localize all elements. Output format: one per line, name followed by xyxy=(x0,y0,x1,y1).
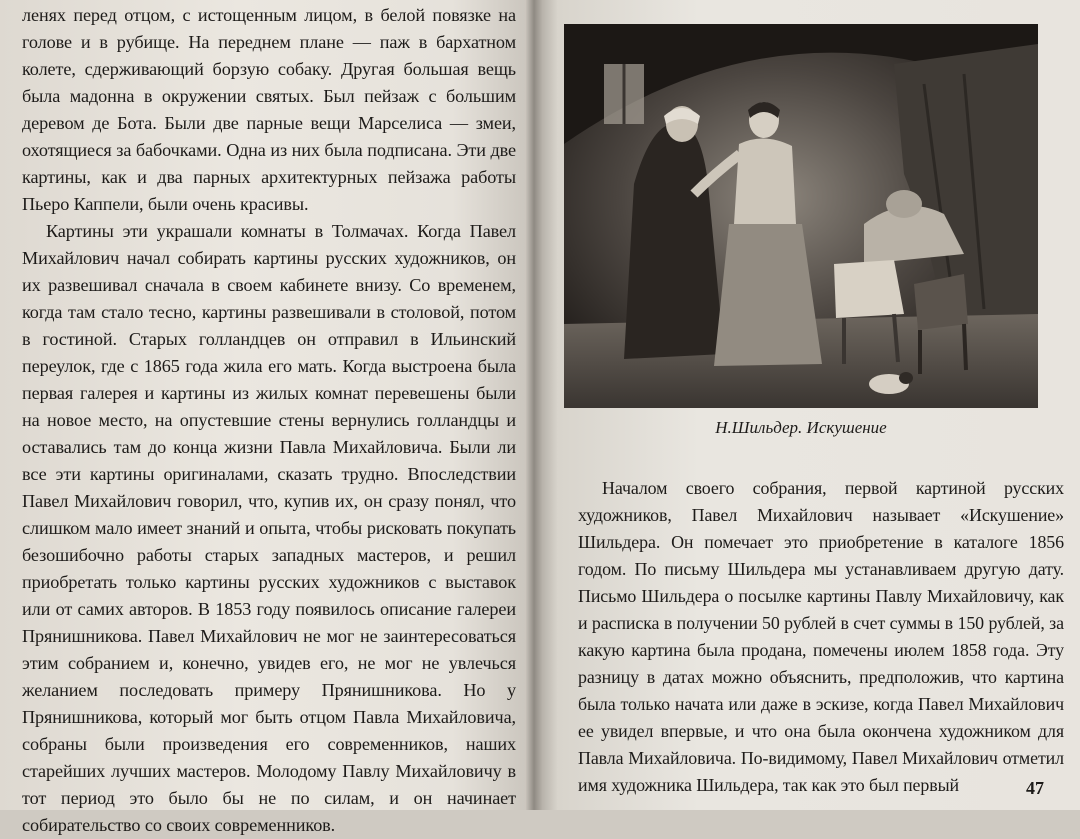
right-paragraph: Началом своего собрания, первой картиной русских художников, Павел Михайлович называет «Искушение» Шильдера. Он помечает это приобретение в каталоге 1856 годом. По письму Шильдера мы устанавливаем другую дату. Письмо Шильдера о посылке картины Павлу Михайловичу, как и расписка в получении 50 рублей в счет суммы в 150 рублей, за какую картина была продана, помечены июлем 1858 года. Эту разницу в датах можно объяснить, предположив, что картина была только начата или даже в эскизе, когда Павел Михайлович ее увидел впервые, и что она была окончена художником для Павла Михайловича. По-видимому, Павел Михайлович отметил имя художника Шильдера, так как это был первый xyxy=(578,478,1064,795)
left-page-text xyxy=(22,2,516,839)
left-paragraph-1: ленях перед отцом, с истощенным лицом, в белой повязке на голове и в рубище. На переднем плане — паж в бархатном колете, сдерживающий борзую собаку. Другая большая вещь была мадонна в окружении святых. Был пейзаж с большим деревом де Бота. Были две парные вещи Марселиса — змеи, охотящиеся за бабочками. Одна из них была подписана. Эти две картины, как и два парных архитектурных пейзажа работы Пьеро Каппели, были очень красивы. xyxy=(22,5,516,214)
page-number: 47 xyxy=(1026,778,1044,798)
right-page xyxy=(536,0,1080,810)
right-page-text xyxy=(578,475,1064,799)
painting-caption: Н.Шильдер. Искушение xyxy=(715,418,887,437)
left-paragraph-2: Картины эти украшали комнаты в Толмачах. Когда Павел Михайлович начал собирать картины русских художников, он их развешивал сначала в своем кабинете внизу. Со временем, когда там стало тесно, картины развешивали в столовой, потом в гостиной. Старых голландцев он отправил в Ильинский переулок, где с 1865 года жила его мать. Когда выстроена была первая галерея и картины из жилых комнат перевешены были на новое место, на опустевшие стены вернулись голландцы и оставались там до конца жизни Павла Михайловича. Были ли все эти картины оригиналами, сказать трудно. Впоследствии Павел Михайлович говорил, что, купив их, он сразу понял, что слишком мало имеет знаний и опыта, чтобы рисковать покупать безошибочно работы старых западных мастеров, и решил приобретать только картины русских художников с выставок или от самих авторов. В 1853 году появилось описание галереи Прянишникова. Павел Михайлович не мог не заинтересоваться этим собранием и, конечно, увидев его, не мог не увлечься желанием последовать примеру Прянишникова. Но у Прянишникова, который мог быть отцом Павла Михайловича, собраны были произведения его современников, наших старейших лучших мастеров. Молодому Павлу Михайловичу в тот период это было бы не по силам, и он начинает собирательство со своих современников. xyxy=(22,221,516,835)
book-gutter xyxy=(526,0,542,810)
painting-image xyxy=(564,24,1038,408)
left-page xyxy=(0,0,532,835)
painting-illustration xyxy=(564,24,1038,408)
